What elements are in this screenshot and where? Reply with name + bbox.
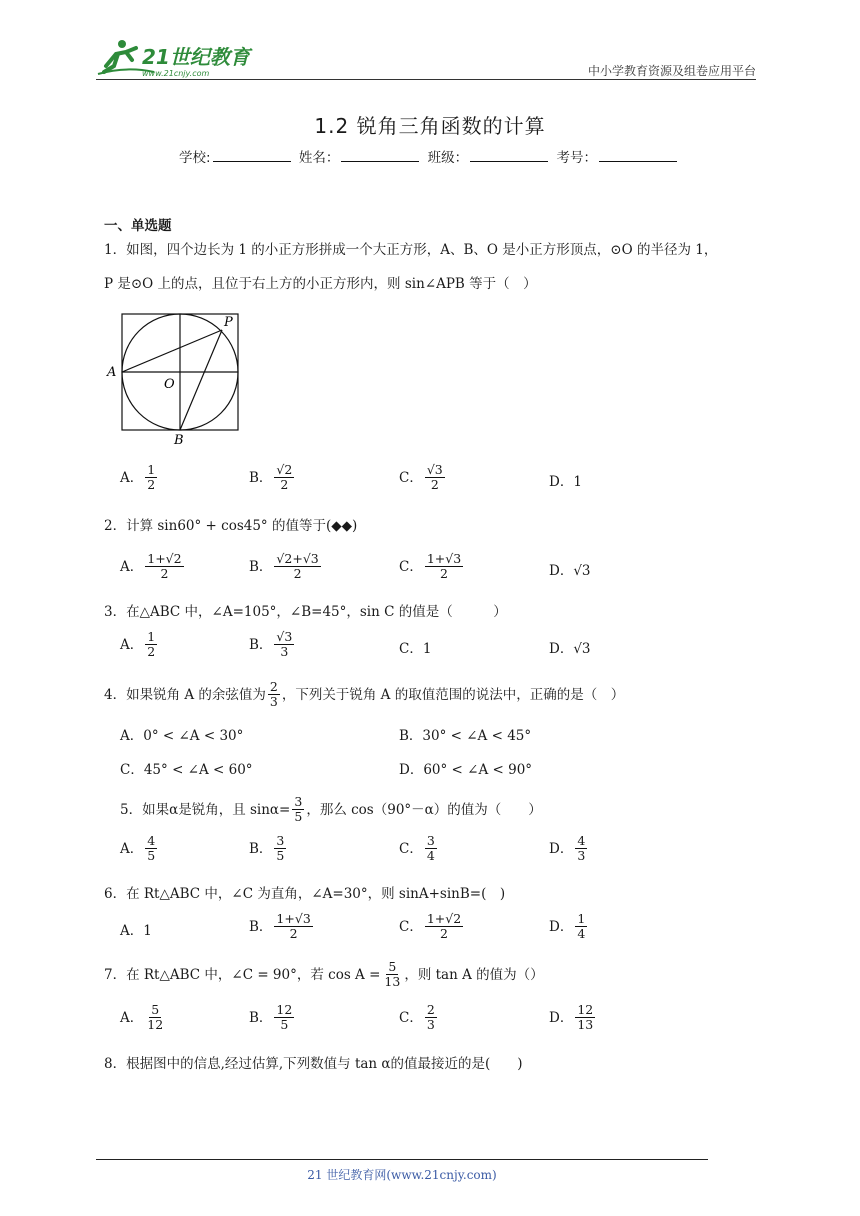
figure-label-b: B (174, 433, 184, 446)
name-field[interactable] (341, 149, 419, 162)
exam-number-label: 考号： (556, 150, 597, 166)
school-field[interactable] (213, 149, 291, 162)
question-3: 3．在△ABC 中，∠A=105°，∠B=45°，sin C 的值是（ ） (104, 604, 507, 620)
q7-option-a[interactable]: A． $\frac{5}{12}$ (120, 1002, 164, 1032)
q2-option-b[interactable]: B． $\frac{√2+√3}{2}$ (249, 551, 319, 581)
q1-option-b[interactable]: B． $\frac{√2}{2}$ (249, 462, 293, 492)
class-field[interactable] (470, 149, 548, 162)
platform-name: 中小学教育资源及组卷应用平台 (587, 64, 756, 78)
question-2: 2．计算 sin60° + cos45° 的值等于(◆◆) (104, 518, 358, 534)
q2-option-a[interactable]: A． $\frac{1+√2}{2}$ (120, 551, 182, 581)
class-label: 班级： (427, 150, 469, 166)
q5-option-a[interactable]: A． $\frac{4}{5}$ (120, 833, 156, 863)
logo-url: www.21cnjy.com (142, 69, 210, 78)
figure-label-o: O (164, 377, 175, 392)
name-label: 姓名： (298, 150, 340, 166)
question-1-line-1: 1．如图，四个边长为 1 的小正方形拼成一个大正方形，A、B、O 是小正方形顶点，⊙O 的半径为 1， (104, 242, 718, 258)
q6-option-b[interactable]: B． $\frac{1+√3}{2}$ (249, 911, 311, 941)
q6-option-d[interactable]: D． $\frac{1}{4}$ (549, 911, 586, 941)
question-7: 7．在 Rt△ABC 中，∠C = 90°，若 cos A = $\frac{5}{13}$ ，则 tan A 的值为（） (104, 959, 544, 989)
q7-option-c[interactable]: C． $\frac{2}{3}$ (399, 1002, 435, 1032)
q4-option-a[interactable]: A． 0° < ∠A < 30° (120, 728, 244, 744)
q3-option-c[interactable]: C． 1 (399, 641, 432, 657)
question-1 (104, 240, 764, 294)
q3-option-a[interactable]: A． $\frac{1}{2}$ (120, 629, 156, 659)
q5-option-b[interactable]: B． $\frac{3}{5}$ (249, 833, 285, 863)
q7-option-d[interactable]: D． $\frac{12}{13}$ (549, 1002, 594, 1032)
q4-option-d[interactable]: D． 60° < ∠A < 90° (399, 762, 533, 778)
school-label: 学校: (179, 150, 211, 166)
question-8: 8．根据图中的信息,经过估算,下列数值与 tan α的值最接近的是( ) (104, 1056, 523, 1072)
question-4: 4．如果锐角 A 的余弦值为 $\frac{2}{3}$ ，下列关于锐角 A 的取值范围的说法中，正确的是（ ） (104, 679, 625, 709)
section-title: 一、单选题 (104, 218, 172, 234)
student-info (0, 146, 860, 166)
question-6: 6．在 Rt△ABC 中，∠C 为直角，∠A=30°，则 sinA+sinB=( ) (104, 886, 506, 902)
q5-option-c[interactable]: C． $\frac{3}{4}$ (399, 833, 435, 863)
exam-number-field[interactable] (599, 149, 677, 162)
site-logo (96, 36, 256, 80)
question-5: 5．如果α是锐角，且 sinα= $\frac{3}{5}$ ，那么 cos（90°－α）的值为（ ） (120, 794, 542, 824)
q5-option-d[interactable]: D． $\frac{4}{3}$ (549, 833, 586, 863)
figure-label-p: P (224, 315, 233, 330)
q3-option-d[interactable]: D． √3 (549, 641, 591, 657)
q3-option-b[interactable]: B． $\frac{√3}{3}$ (249, 629, 293, 659)
q4-option-c[interactable]: C． 45° < ∠A < 60° (120, 762, 253, 778)
q2-option-d[interactable]: D． √3 (549, 563, 591, 579)
q4-option-b[interactable]: B． 30° < ∠A < 45° (399, 728, 532, 744)
page-title: 1.2 锐角三角函数的计算 (314, 114, 546, 138)
question-1-figure (104, 306, 254, 446)
footer-link[interactable]: 21 世纪教育网(www.21cnjy.com) (307, 1168, 497, 1182)
q1-option-a[interactable]: A． $\frac{1}{2}$ (120, 462, 156, 492)
header-divider (96, 79, 756, 80)
q1-option-c[interactable]: C． $\frac{√3}{2}$ (399, 462, 443, 492)
q2-option-c[interactable]: C． $\frac{1+√3}{2}$ (399, 551, 462, 581)
q6-option-c[interactable]: C． $\frac{1+√2}{2}$ (399, 911, 462, 941)
question-1-line-2: P 是⊙O 上的点，且位于右上方的小正方形内，则 sin∠APB 等于（ ） (104, 276, 537, 292)
figure-label-a: A (107, 365, 117, 380)
footer-divider (96, 1159, 708, 1160)
q6-option-a[interactable]: A． 1 (120, 923, 152, 939)
q1-option-d[interactable]: D． 1 (549, 474, 582, 490)
q7-option-b[interactable]: B． $\frac{12}{5}$ (249, 1002, 293, 1032)
logo-text: 21世纪教育 (142, 45, 250, 69)
